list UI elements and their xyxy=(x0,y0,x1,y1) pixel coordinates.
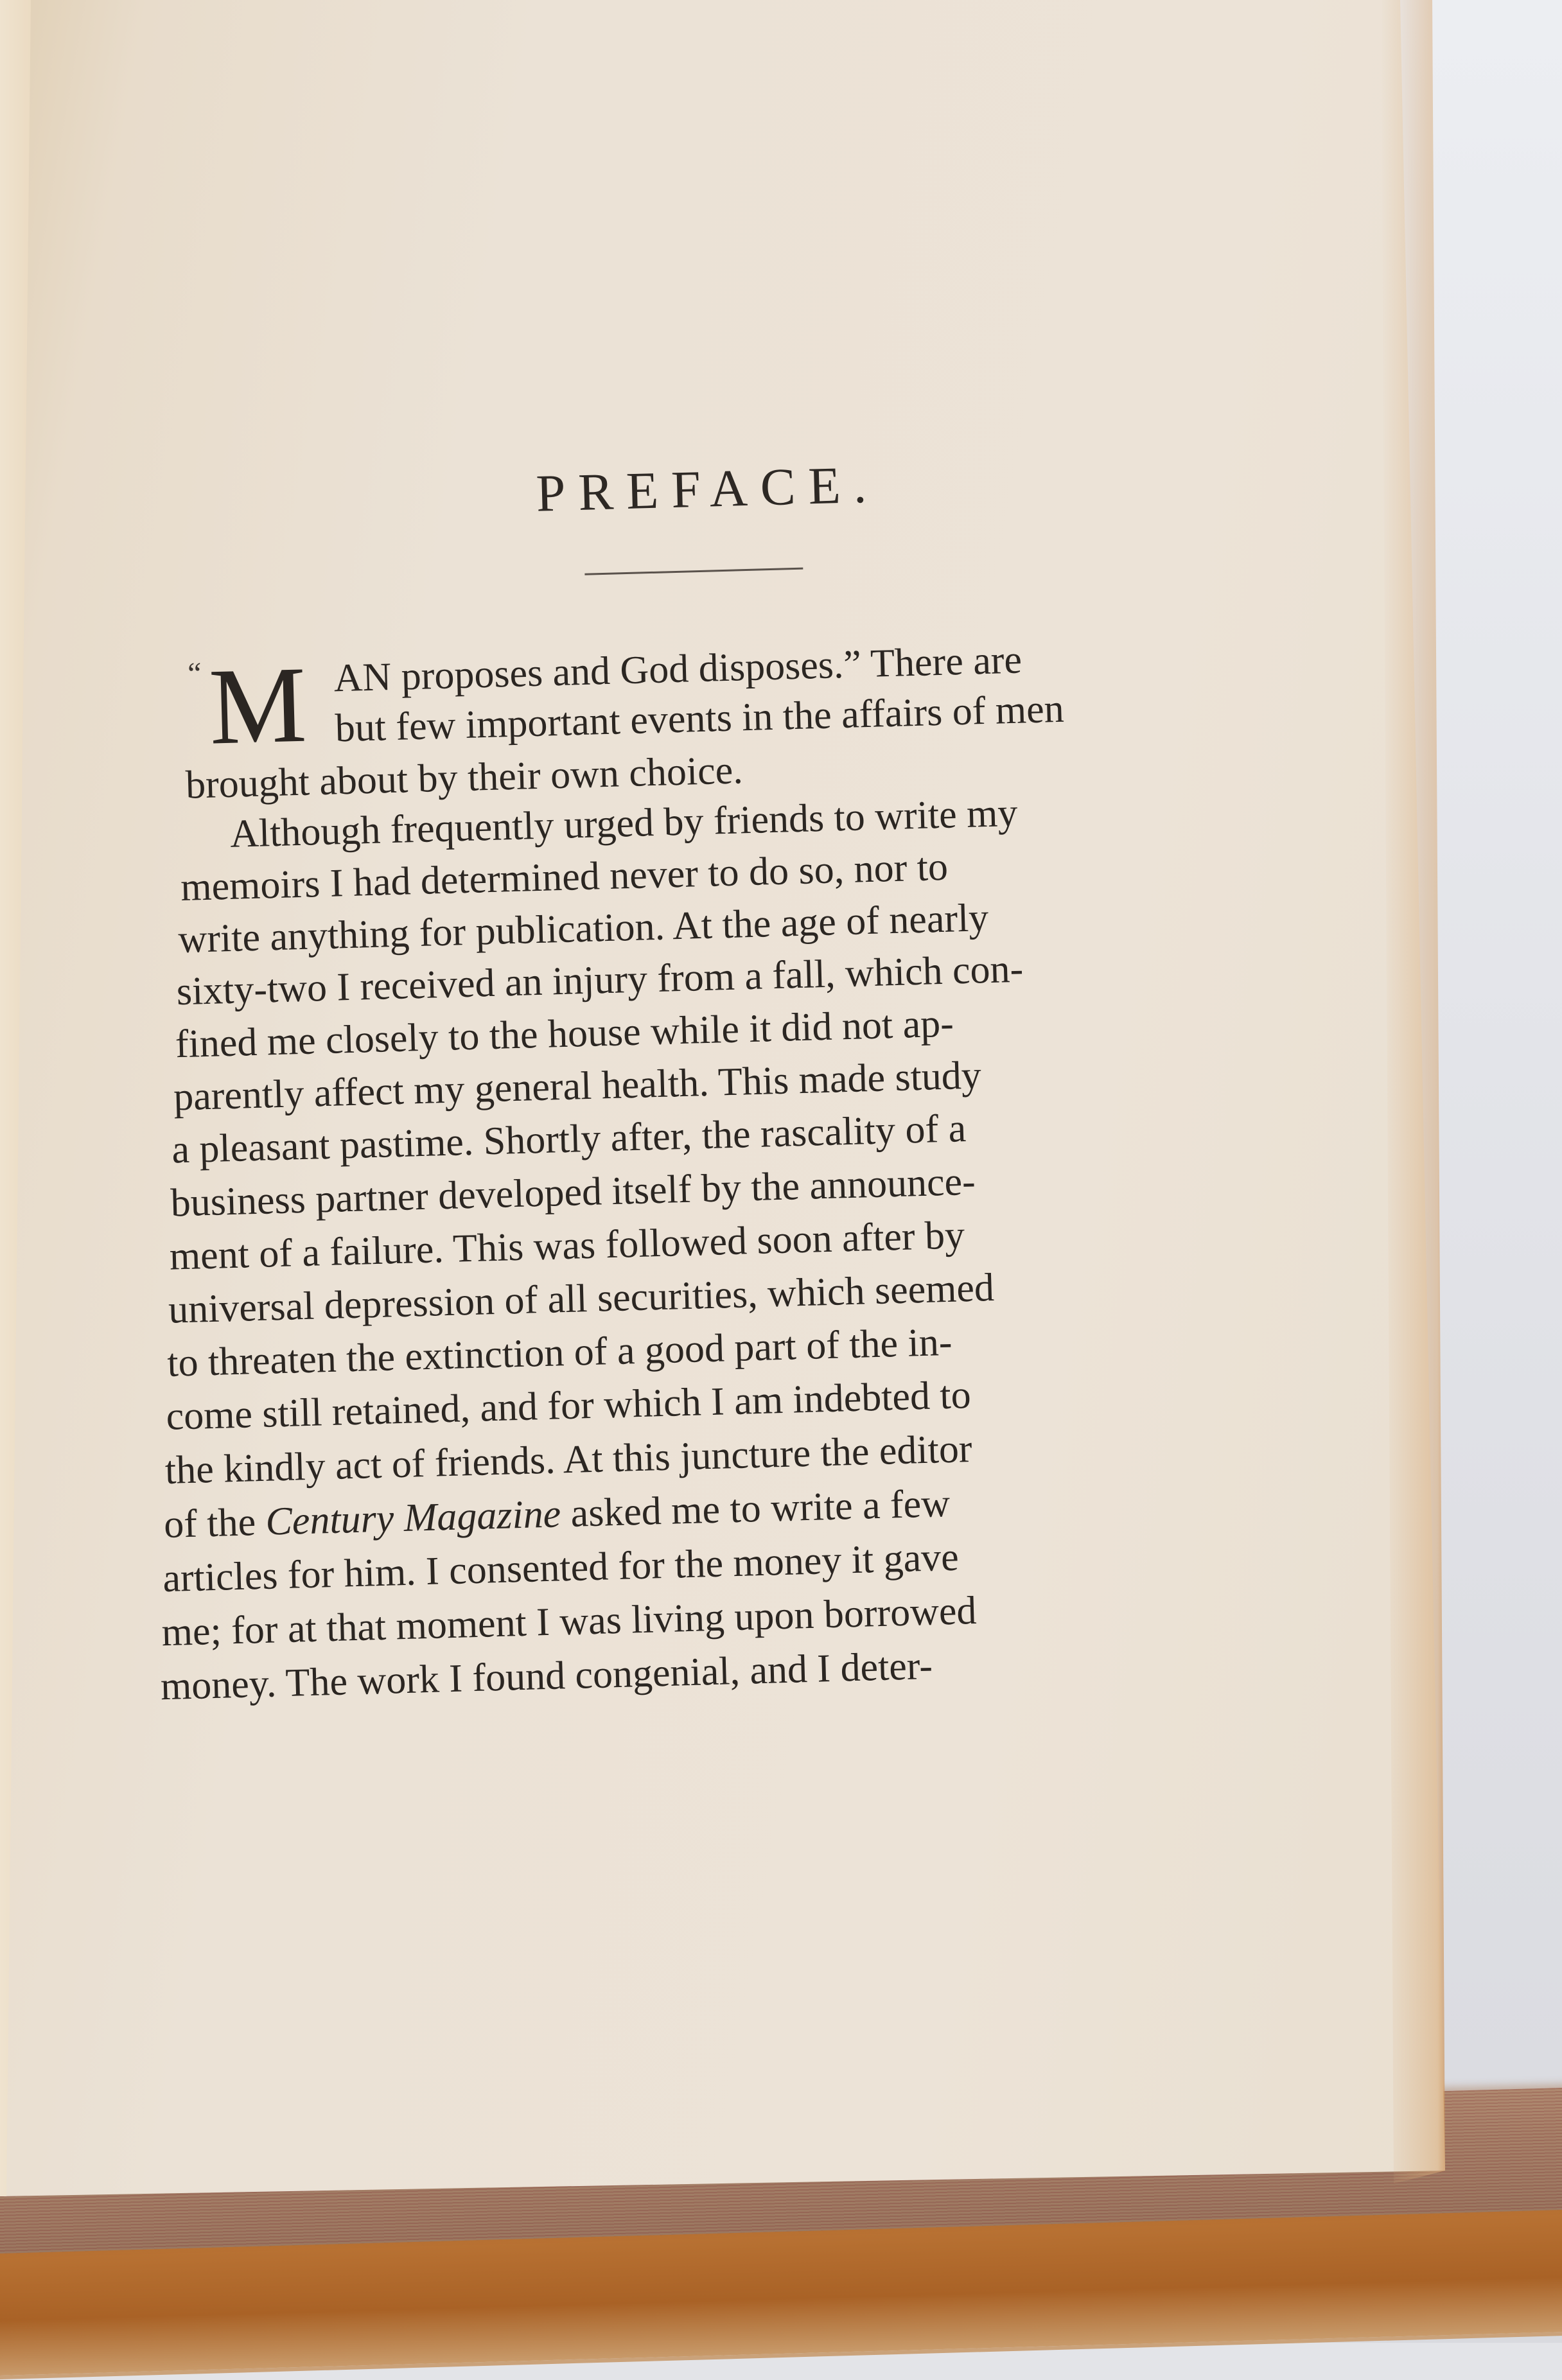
text-line: parently affect my general health. This made study xyxy=(173,1053,982,1119)
text-line: money. The work I found congenial, and I deter- xyxy=(160,1643,933,1709)
opening-quote-mark: “ xyxy=(187,656,202,691)
text-line: come still retained, and for which I am indebted to xyxy=(165,1373,972,1439)
text-line: brought about by their own choice. xyxy=(185,748,744,807)
text-line: me; for at that moment I was living upon borrowed xyxy=(161,1588,978,1655)
text-line: universal depression of all securities, which seemed xyxy=(168,1265,995,1332)
text-fragment: of the xyxy=(163,1500,267,1547)
text-line: to threaten the extinction of a good part of the in- xyxy=(166,1320,953,1385)
text-line: Although frequently urged by friends to write my xyxy=(229,791,1019,856)
text-fragment: asked me to write a few xyxy=(560,1481,951,1536)
heading-rule-divider xyxy=(584,568,803,575)
text-line: write anything for publication. At the age of nearly xyxy=(177,895,990,962)
text-line: business partner developed itself by the announce- xyxy=(170,1159,976,1225)
text-line-with-italic xyxy=(163,1481,951,1547)
text-line: a pleasant pastime. Shortly after, the rascality of a xyxy=(171,1107,967,1172)
text-line: the kindly act of friends. At this juncture the editor xyxy=(164,1426,973,1492)
dropcap-letter: M xyxy=(207,643,308,767)
text-line: fined me closely to the house while it did not ap- xyxy=(175,1001,954,1067)
text-line: ment of a failure. This was followed soon after by xyxy=(169,1213,965,1279)
page-heading: PREFACE. xyxy=(535,455,881,523)
text-line: but few important events in the affairs of men xyxy=(334,687,1065,751)
text-line: articles for him. I consented for the money it gave xyxy=(162,1535,960,1601)
magazine-title-italic: Century Magazine xyxy=(265,1492,562,1544)
text-line: sixty-two I received an injury from a fall, which con- xyxy=(175,947,1024,1014)
text-line: memoirs I had determined never to do so, nor to xyxy=(180,844,949,909)
text-line: AN proposes and God disposes.” There are xyxy=(333,638,1022,701)
